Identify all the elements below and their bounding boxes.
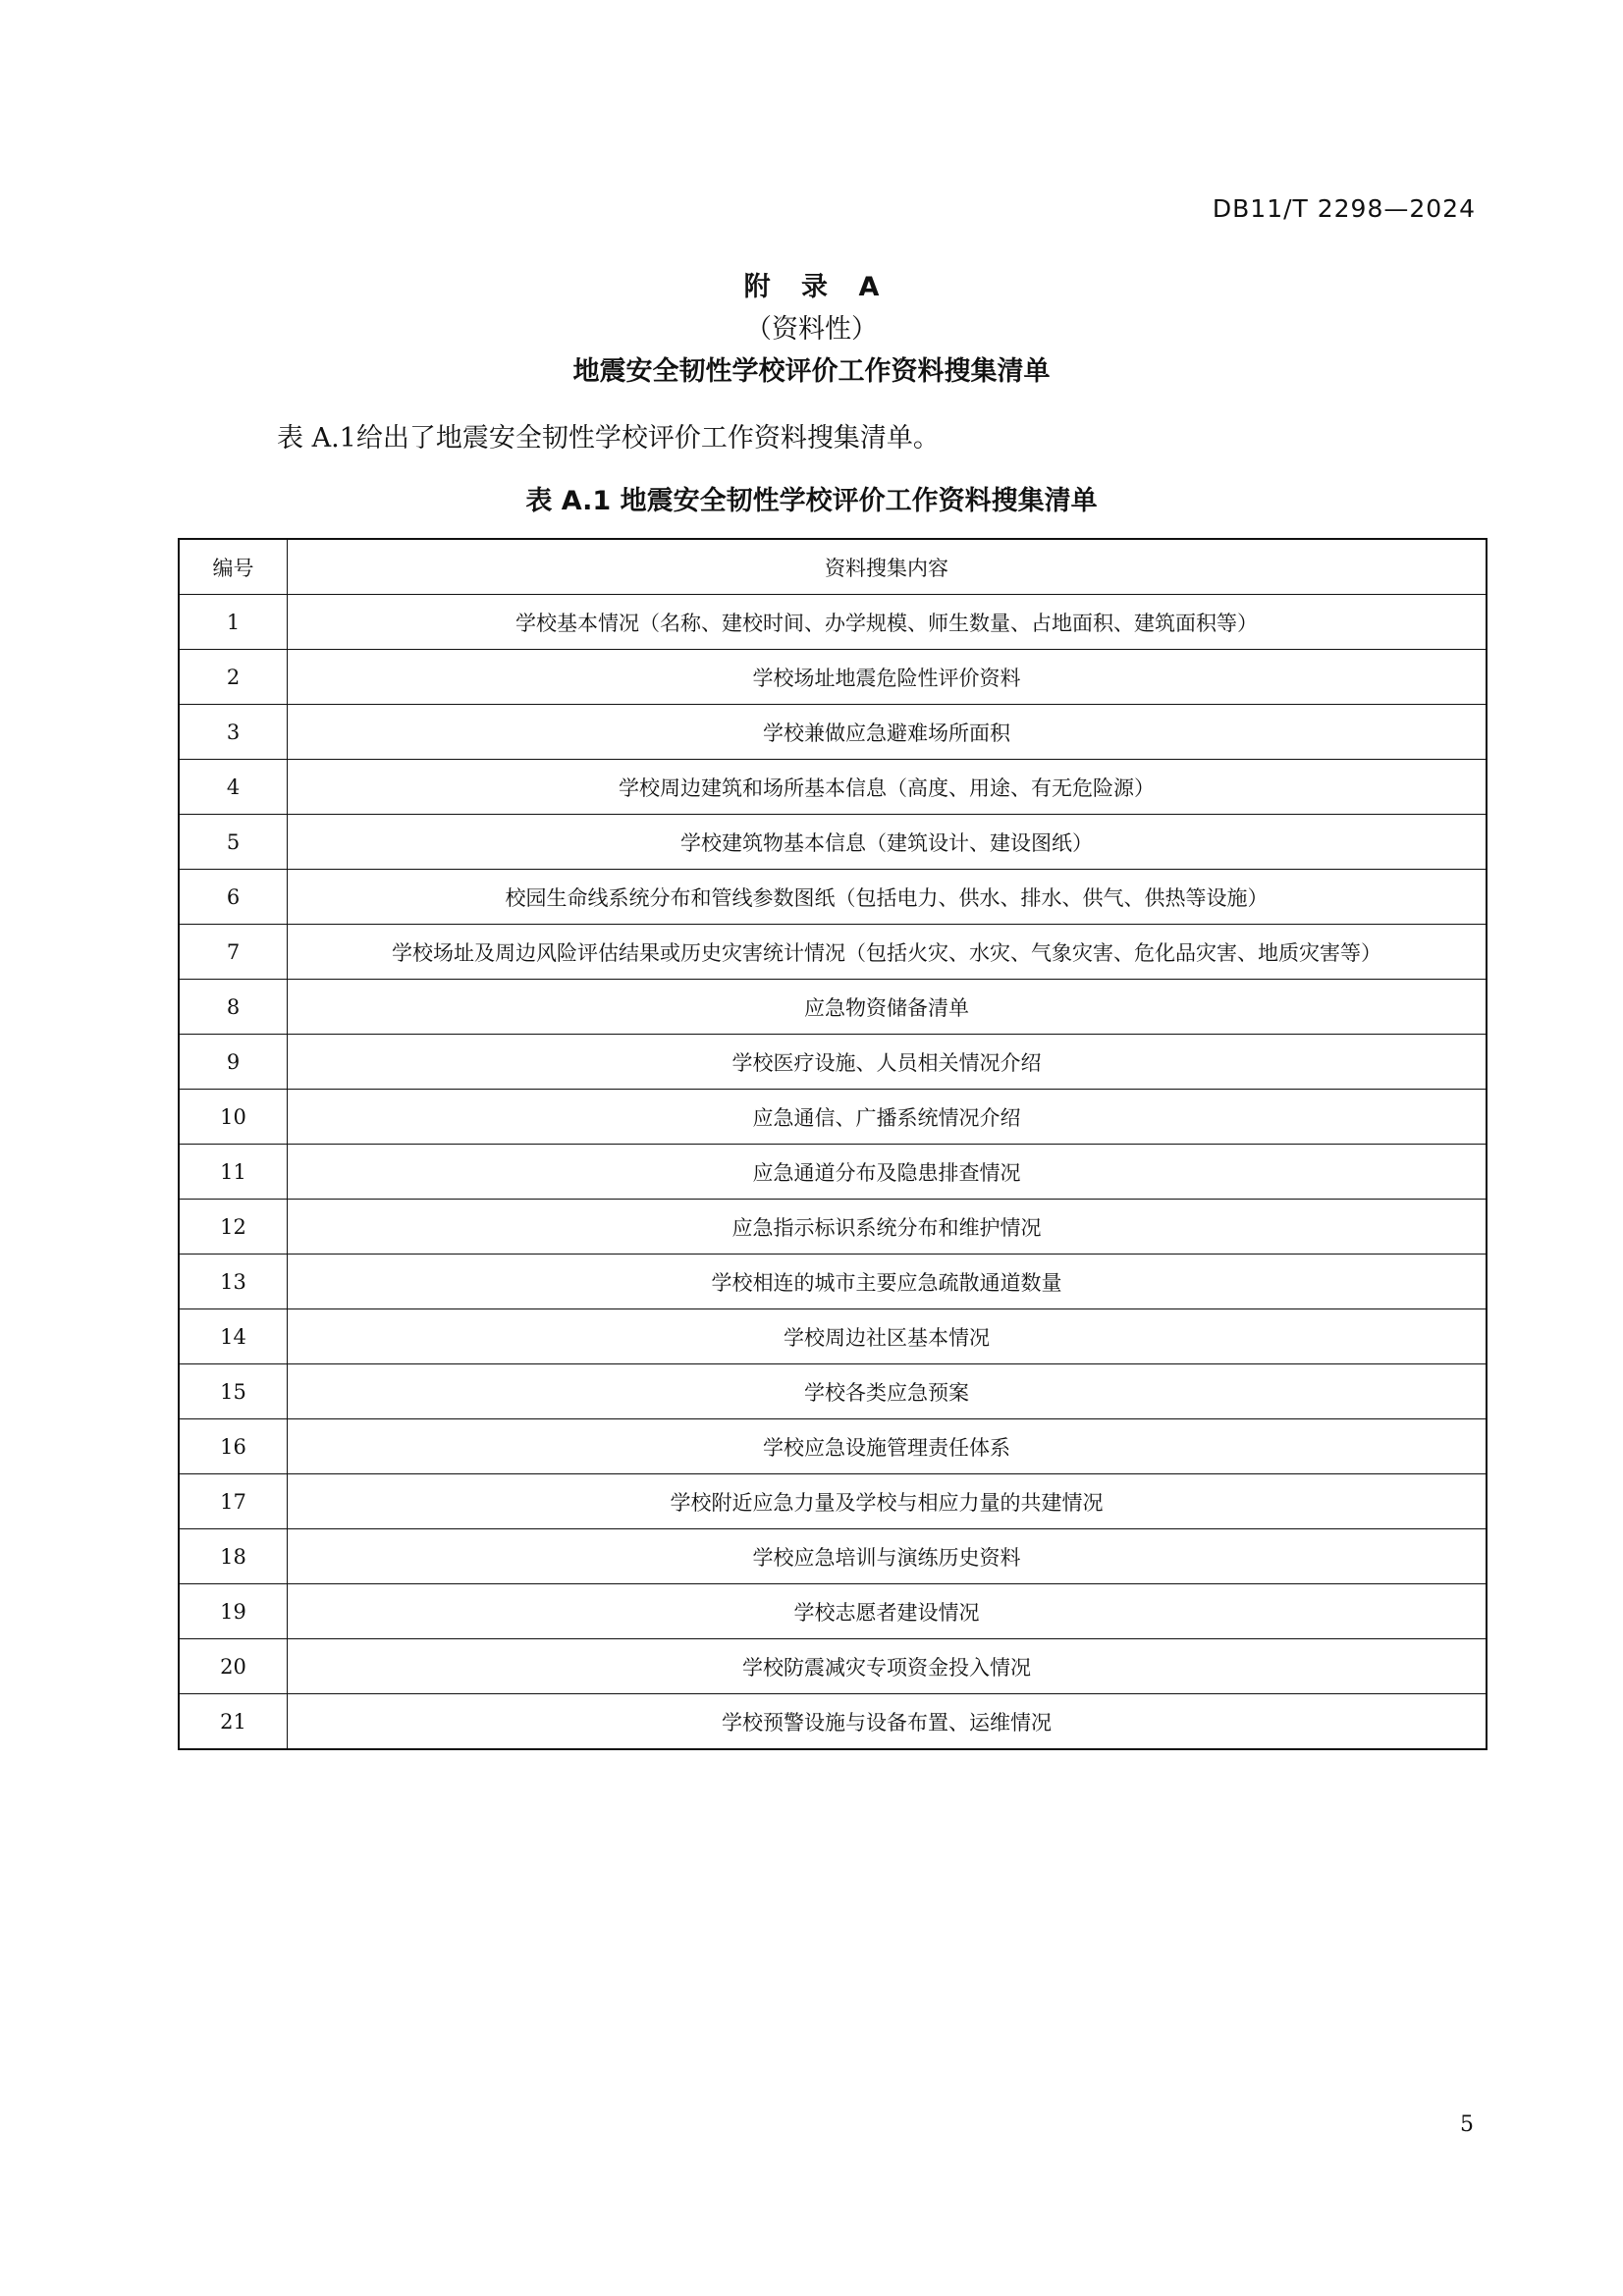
row-number-cell: 8 xyxy=(179,980,288,1035)
table-row xyxy=(179,1309,1487,1364)
table-row xyxy=(179,1584,1487,1639)
row-content-cell: 学校各类应急预案 xyxy=(288,1364,1487,1419)
row-number-cell: 18 xyxy=(179,1529,288,1584)
row-number-cell: 10 xyxy=(179,1090,288,1145)
row-content-cell: 学校周边社区基本情况 xyxy=(288,1309,1487,1364)
table-row xyxy=(179,650,1487,705)
row-number-cell: 7 xyxy=(179,925,288,980)
row-content-cell: 学校医疗设施、人员相关情况介绍 xyxy=(288,1035,1487,1090)
table-row xyxy=(179,1364,1487,1419)
appendix-title: 附 录 A xyxy=(743,272,880,302)
table-row xyxy=(179,760,1487,815)
column-header-number: 编号 xyxy=(179,539,288,595)
row-content-cell: 应急物资储备清单 xyxy=(288,980,1487,1035)
table-row xyxy=(179,815,1487,870)
appendix-nature: （资料性） xyxy=(745,314,878,345)
table-row xyxy=(179,870,1487,925)
table-header-row xyxy=(179,539,1487,595)
table-row xyxy=(179,1694,1487,1750)
row-content-cell: 学校防震减灾专项资金投入情况 xyxy=(288,1639,1487,1694)
row-number-cell: 9 xyxy=(179,1035,288,1090)
table-row xyxy=(179,1145,1487,1200)
row-number-cell: 12 xyxy=(179,1200,288,1255)
row-content-cell: 学校基本情况（名称、建校时间、办学规模、师生数量、占地面积、建筑面积等） xyxy=(288,595,1487,650)
column-header-content: 资料搜集内容 xyxy=(288,539,1487,595)
table-row xyxy=(179,595,1487,650)
table-row xyxy=(179,1474,1487,1529)
table-row xyxy=(179,1639,1487,1694)
row-content-cell: 学校附近应急力量及学校与相应力量的共建情况 xyxy=(288,1474,1487,1529)
row-content-cell: 应急通信、广播系统情况介绍 xyxy=(288,1090,1487,1145)
row-content-cell: 学校相连的城市主要应急疏散通道数量 xyxy=(288,1255,1487,1309)
intro-paragraph: 表 A.1给出了地震安全韧性学校评价工作资料搜集清单。 xyxy=(277,423,940,454)
row-content-cell: 学校志愿者建设情况 xyxy=(288,1584,1487,1639)
table-row xyxy=(179,1200,1487,1255)
row-number-cell: 16 xyxy=(179,1419,288,1474)
table-row xyxy=(179,925,1487,980)
document-code: DB11/T 2298—2024 xyxy=(1212,194,1476,223)
row-content-cell: 学校预警设施与设备布置、运维情况 xyxy=(288,1694,1487,1750)
row-number-cell: 3 xyxy=(179,705,288,760)
row-number-cell: 17 xyxy=(179,1474,288,1529)
row-number-cell: 4 xyxy=(179,760,288,815)
appendix-heading: 地震安全韧性学校评价工作资料搜集清单 xyxy=(572,356,1051,387)
row-number-cell: 5 xyxy=(179,815,288,870)
row-content-cell: 应急指示标识系统分布和维护情况 xyxy=(288,1200,1487,1255)
table-row xyxy=(179,1419,1487,1474)
row-number-cell: 6 xyxy=(179,870,288,925)
table-row xyxy=(179,1035,1487,1090)
row-number-cell: 14 xyxy=(179,1309,288,1364)
row-number-cell: 15 xyxy=(179,1364,288,1419)
row-content-cell: 学校场址地震危险性评价资料 xyxy=(288,650,1487,705)
table-row xyxy=(179,1255,1487,1309)
row-content-cell: 校园生命线系统分布和管线参数图纸（包括电力、供水、排水、供气、供热等设施） xyxy=(288,870,1487,925)
row-content-cell: 学校应急设施管理责任体系 xyxy=(288,1419,1487,1474)
table-row xyxy=(179,705,1487,760)
row-number-cell: 13 xyxy=(179,1255,288,1309)
row-content-cell: 学校周边建筑和场所基本信息（高度、用途、有无危险源） xyxy=(288,760,1487,815)
row-content-cell: 学校建筑物基本信息（建筑设计、建设图纸） xyxy=(288,815,1487,870)
row-content-cell: 学校应急培训与演练历史资料 xyxy=(288,1529,1487,1584)
row-number-cell: 1 xyxy=(179,595,288,650)
table-row xyxy=(179,980,1487,1035)
table-row xyxy=(179,1090,1487,1145)
row-content-cell: 学校场址及周边风险评估结果或历史灾害统计情况（包括火灾、水灾、气象灾害、危化品灾害、地质灾害等） xyxy=(288,925,1487,980)
page-number: 5 xyxy=(1460,2112,1474,2137)
table-body xyxy=(179,595,1487,1750)
table-caption: 表 A.1 地震安全韧性学校评价工作资料搜集清单 xyxy=(525,486,1098,516)
row-number-cell: 11 xyxy=(179,1145,288,1200)
row-content-cell: 学校兼做应急避难场所面积 xyxy=(288,705,1487,760)
data-collection-table xyxy=(178,538,1488,1750)
row-number-cell: 20 xyxy=(179,1639,288,1694)
table-row xyxy=(179,1529,1487,1584)
row-content-cell: 应急通道分布及隐患排查情况 xyxy=(288,1145,1487,1200)
row-number-cell: 21 xyxy=(179,1694,288,1750)
row-number-cell: 19 xyxy=(179,1584,288,1639)
row-number-cell: 2 xyxy=(179,650,288,705)
